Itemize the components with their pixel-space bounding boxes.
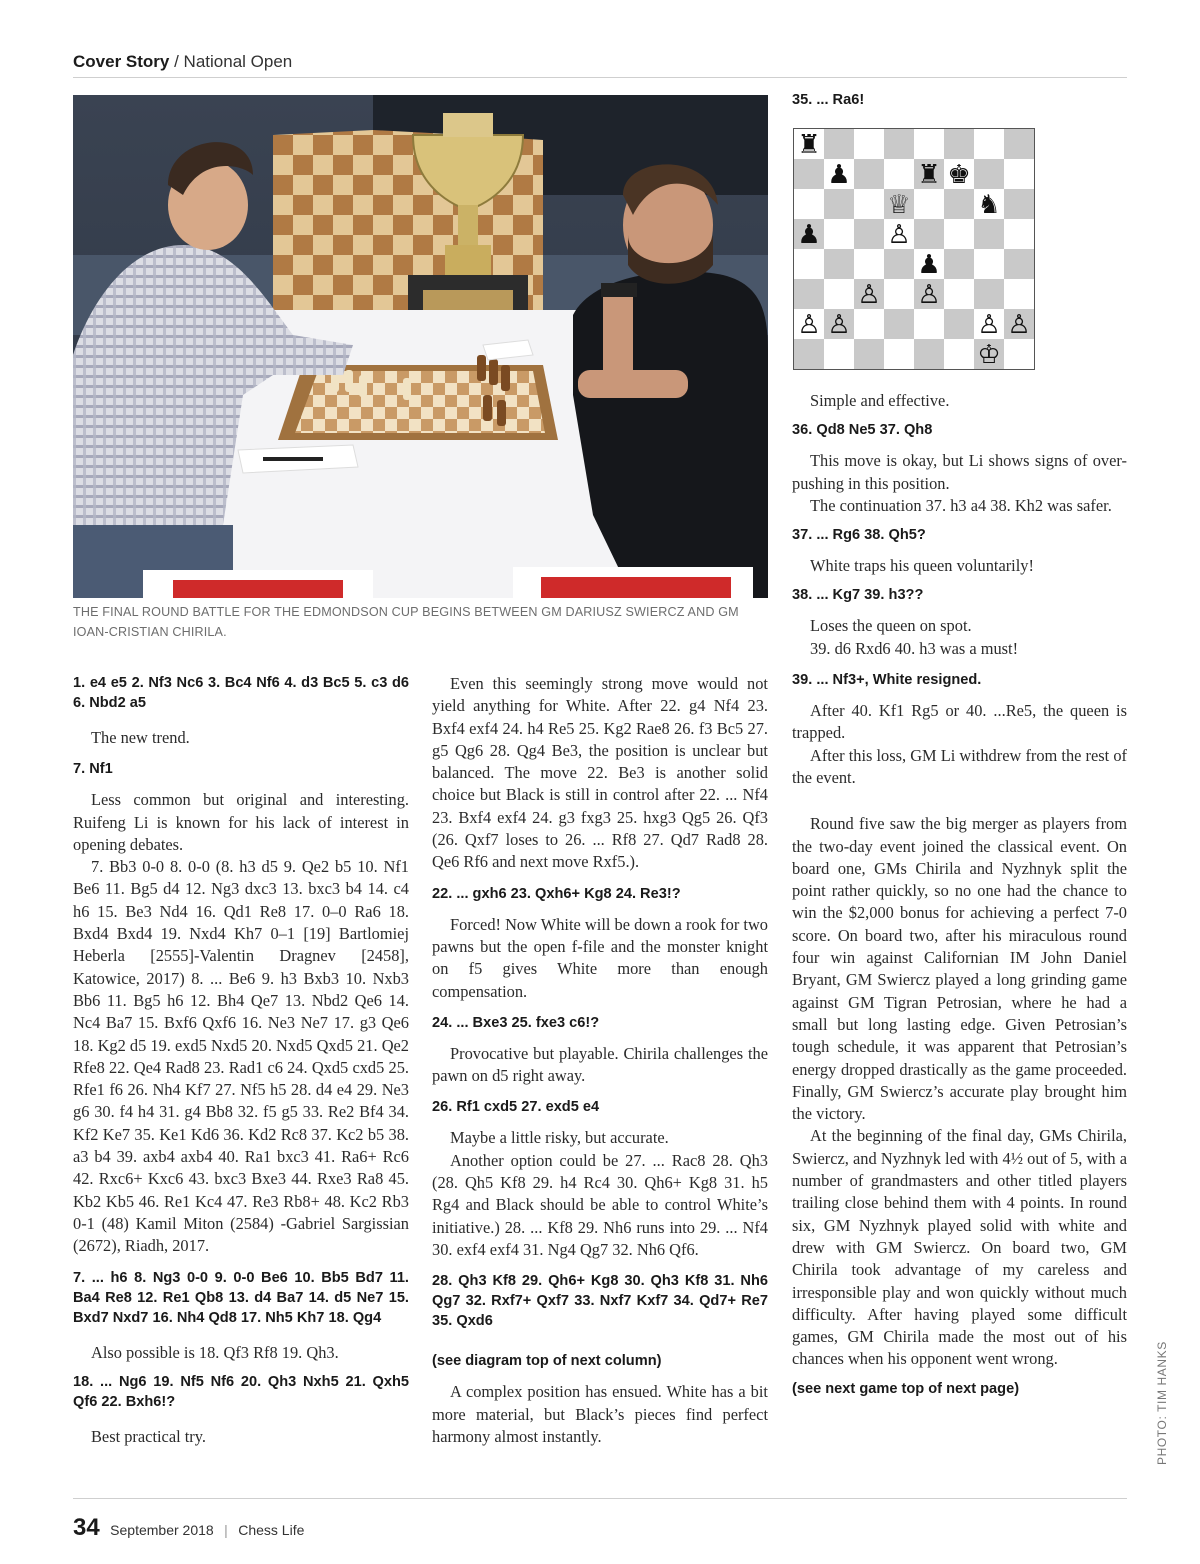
board-square [914, 339, 944, 369]
header-rule [73, 77, 1127, 78]
white-pawn-icon: ♙ [857, 280, 881, 310]
move-heading: 35. ... Ra6! [792, 92, 865, 108]
move-heading: 18. ... Ng6 19. Nf5 Nf6 20. Qh3 Nxh5 21. Qxh5 Qf6 22. Bxh6!? [73, 1373, 409, 1410]
move-heading: 24. ... Bxe3 25. fxe3 c6!? [432, 1014, 600, 1031]
footer-rule [73, 1498, 1127, 1499]
annotation: Loses the queen on spot. [810, 616, 972, 636]
board-square [944, 129, 974, 159]
move-heading: 36. Qd8 Ne5 37. Qh8 [792, 422, 933, 439]
annotation: This move is okay, but Li shows signs of over-pushing in this position. [792, 451, 1127, 493]
board-square [884, 249, 914, 279]
page-header [73, 52, 1127, 78]
board-square [944, 249, 974, 279]
board-square [1004, 279, 1034, 309]
section-title: Cover Story [73, 52, 170, 71]
move-heading: 1. e4 e5 2. Nf3 Nc6 3. Bc4 Nf6 4. d3 Bc5 5. c3 d6 6. Nbd2 a5 [73, 675, 409, 711]
annotation: A complex position has ensued. White has a bit more material, but Black’s pieces find perfect harmony almost instantly. [432, 1382, 768, 1446]
board-square [914, 219, 944, 249]
board-square [1004, 189, 1034, 219]
board-square [884, 159, 914, 189]
white-pawn-icon: ♙ [977, 310, 1001, 340]
board-square [914, 309, 944, 339]
board-square [1004, 129, 1034, 159]
article-paragraph: Round five saw the big merger as players from the two-day event joined the classical event. On board one, GMs Chirila and Nyzhnyk split the point rather quickly, so no one had the chance to win the $2,000 bonus for achieving a perfect 7-0 score. On board two, after his miraculous round four win against Californian IM John Daniel Bryant, GM Swiercz played a long grinding game against GM Tigran Petrosian, where he had a small but long lasting edge. Given Petrosian’s tough schedule, it was apparent that Petrosian’s energy dropped drastically as the game proceeded. Finally, GM Swiercz’s accurate play brought him the victory. [792, 814, 1127, 1124]
board-square [914, 189, 944, 219]
annotation: Forced! Now White will be down a rook for two pawns but the open f-file and the monster knight on f5 gives White more than enough compensation. [432, 914, 768, 1001]
annotation: White traps his queen voluntarily! [810, 556, 1034, 576]
board-square [824, 219, 854, 249]
article-paragraph: At the beginning of the final day, GMs Chirila, Swiercz, and Nyzhnyk led with 4½ out of 5, with a number of grandmasters and other titled players trailing close behind them with 4 points. In round six, GM Nyzhnyk played solid with white and drew with GM Swiercz. On board two, GM Chirila took advantage of my careless and irresponsible play and won quickly without much difficulty. After having played some difficult games, GM Chirila made the most out of his chances when his opponent went wrong. [792, 1126, 1127, 1369]
chess-diagram [793, 128, 1035, 370]
photo-caption: THE FINAL ROUND BATTLE FOR THE EDMONDSON CUP BEGINS BETWEEN GM DARIUSZ SWIERCZ AND GM IOAN-CRISTIAN CHIRILA. [73, 605, 739, 639]
annotation: The continuation 37. h3 a4 38. Kh2 was safer. [810, 495, 1112, 515]
annotation: Also possible is 18. Qf3 Rf8 19. Qh3. [91, 1342, 339, 1362]
board-square [884, 309, 914, 339]
magazine-name: Chess Life [238, 1522, 305, 1538]
board-square [1004, 249, 1034, 279]
issue-date: September 2018 [110, 1522, 214, 1538]
board-square [854, 129, 884, 159]
annotation: 39. d6 Rxd6 40. h3 was a must! [810, 638, 1019, 658]
board-square [1004, 159, 1034, 189]
board-square [944, 339, 974, 369]
board-square [974, 159, 1004, 189]
board-square [794, 159, 824, 189]
board-square [854, 309, 884, 339]
board-square [824, 249, 854, 279]
white-pawn-icon: ♙ [917, 280, 941, 310]
move-heading: 38. ... Kg7 39. h3?? [792, 587, 924, 604]
board-square [824, 339, 854, 369]
white-pawn-icon: ♙ [797, 310, 821, 340]
board-square [824, 279, 854, 309]
page-footer [73, 1514, 304, 1542]
white-pawn-icon: ♙ [827, 310, 851, 340]
footer-divider: | [224, 1522, 228, 1538]
subsection-title: National Open [183, 52, 293, 71]
board-square [824, 189, 854, 219]
board-square [824, 129, 854, 159]
move-heading: 28. Qh3 Kf8 29. Qh6+ Kg8 30. Qh3 Kf8 31. Nh6 Qg7 32. Rxf7+ Qxf7 33. Nxf7 Kxf7 34. Qd7+ Re7 35. Qxd6 [432, 1273, 768, 1330]
board-square [794, 339, 824, 369]
move-heading: 39. ... Nf3+, White resigned. [792, 672, 982, 689]
white-pawn-icon: ♙ [1007, 310, 1031, 340]
annotation: Provocative but playable. Chirila challenges the pawn on d5 right away. [432, 1043, 768, 1086]
board-square [884, 339, 914, 369]
move-heading: 22. ... gxh6 23. Qxh6+ Kg8 24. Re3!? [432, 885, 681, 902]
board-square [794, 249, 824, 279]
board-square [944, 219, 974, 249]
board-square [1004, 219, 1034, 249]
board-square [974, 249, 1004, 279]
annotation: After 40. Kf1 Rg5 or 40. ...Re5, the queen is trapped. [792, 701, 1127, 743]
board-square [944, 309, 974, 339]
board-square [974, 279, 1004, 309]
annotation: After this loss, GM Li withdrew from the rest of the event. [792, 745, 1127, 787]
white-king-icon: ♔ [977, 340, 1001, 369]
board-square [794, 189, 824, 219]
chess-board [794, 129, 1034, 369]
move-heading: 26. Rf1 cxd5 27. exd5 e4 [432, 1099, 600, 1116]
white-queen-icon: ♕ [887, 190, 911, 220]
annotation: The new trend. [91, 728, 190, 747]
board-square [854, 339, 884, 369]
annotation: Simple and effective. [810, 391, 950, 410]
column-2 [432, 673, 768, 1448]
annotation: 7. Bb3 0-0 8. 0-0 (8. h3 d5 9. Qe2 b5 10. Nf1 Be6 11. Bg5 d4 12. Ng3 dxc3 13. bxc3 b4 14. c4 h6 15. Be3 Nd4 16. Qd1 Re8 17. 0–0 Ra6 18. Bxd4 Bxd4 19. Nxd4 Kh7 0–1 [19] Bartlomiej Heberla [2555]-Valentin Dragnev [2458], Katowice, 2017) 8. ... Be6 9. h3 Bxb3 10. Nxb3 Bb6 11. Bg5 h6 12. Bh4 Qe7 13. Nbd2 Qe6 14. Nc4 Ba7 15. Bxf6 Qxf6 16. Ne3 Ne7 17. g3 Qe6 18. Kg2 d5 19. exd5 Nxd5 20. Nxd5 Qxd5 21. Qe2 Rfe8 22. Qe4 Rad8 23. Rad1 c6 24. Qxd5 cxd5 25. Rfe1 f6 26. Nh4 Kf7 27. Nf5 h5 28. d4 e4 29. Ne3 g6 30. f4 h4 31. g4 Bb8 32. f5 g5 33. Re2 Bf4 34. Kf2 Ke7 35. Ke1 Kd6 36. Kd2 Rc8 37. Kc2 b5 38. a3 b4 39. axb4 axb4 40. Ra1 bxc3 41. Ra6+ Rc6 42. Rxc6+ Kxc6 43. bxc3 Bxe3 44. Rxe3 Ra8 45. Kb2 Kb5 46. Re1 Kc4 47. Re3 Rb8+ 48. Kc2 Rb3 0-1 (48) Kamil Miton (2584) -Gabriel Sargissian (2672), Riadh, 2017. [73, 857, 409, 1256]
black-pawn-icon: ♟ [797, 220, 821, 250]
move-heading: 37. ... Rg6 38. Qh5? [792, 527, 926, 544]
board-square [884, 279, 914, 309]
white-pawn-icon: ♙ [887, 220, 911, 250]
board-square [1004, 339, 1034, 369]
black-pawn-icon: ♟ [827, 160, 851, 190]
board-square [854, 249, 884, 279]
board-square [944, 189, 974, 219]
photo-credit: PHOTO: TIM HANKS [1155, 1341, 1169, 1465]
board-square [944, 279, 974, 309]
annotation: Even this seemingly strong move would not yield anything for White. After 22. g4 Nf4 23. Bxf4 exf4 24. h4 Re5 25. Kg2 Rae8 26. f3 Bc5 27. g5 Qg6 28. Qg4 Be3, the position is unclear but balanced. The move 22. Be3 is another solid choice but Black is still in control after 22. ... Nf4 23. Bxf4 exf4 24. g3 fxg3 25. hxg3 Qg5 26. Qf3 (26. Qxf7 loses to 26. ... Rf8 27. Qd7 Rad8 28. Qe6 Rf6 and next move Rxf5.). [432, 674, 768, 872]
board-square [914, 129, 944, 159]
move-heading: 7. Nf1 [73, 761, 113, 778]
diagram-reference: (see diagram top of next column) [432, 1353, 662, 1370]
black-rook-icon: ♜ [797, 130, 821, 160]
board-square [974, 129, 1004, 159]
annotation: Best practical try. [91, 1426, 206, 1446]
board-square [794, 279, 824, 309]
black-rook-icon: ♜ [917, 160, 941, 190]
board-square [974, 219, 1004, 249]
annotation: Less common but original and interesting. Ruifeng Li is known for his lack of interest in opening debates. [73, 790, 409, 854]
board-square [854, 219, 884, 249]
annotation: Maybe a little risky, but accurate. [450, 1128, 669, 1148]
black-pawn-icon: ♟ [917, 250, 941, 280]
board-square [884, 129, 914, 159]
tournament-photo [73, 95, 768, 598]
section-separator: / [169, 52, 184, 71]
move-heading: 7. ... h6 8. Ng3 0-0 9. 0-0 Be6 10. Bb5 Bd7 11. Ba4 Re8 12. Re1 Qb8 13. d4 Ba7 14. d5 Ne7 15. Bxd7 Nxd7 16. Nh4 Qd8 17. Nh5 Kh7 18. Qg4 [73, 1269, 409, 1326]
board-square [854, 189, 884, 219]
board-square [854, 159, 884, 189]
black-king-icon: ♚ [947, 160, 971, 190]
annotation: Another option could be 27. ... Rac8 28. Qh3 (28. Qh5 Kf8 29. h4 Rc4 30. Qh6+ Kg8 31. h5 Rg4 and Black should be able to control White’s initiative.) 28. ... Kf8 29. Nh6 runs into 29. ... Nf4 30. exf4 exf4 31. Ng4 Qg7 32. Nh6 Qf6. [432, 1150, 768, 1259]
page-number: 34 [73, 1514, 100, 1541]
black-knight-icon: ♞ [977, 190, 1001, 220]
next-game-reference: (see next game top of next page) [792, 1380, 1020, 1397]
column-1 [73, 673, 409, 1448]
